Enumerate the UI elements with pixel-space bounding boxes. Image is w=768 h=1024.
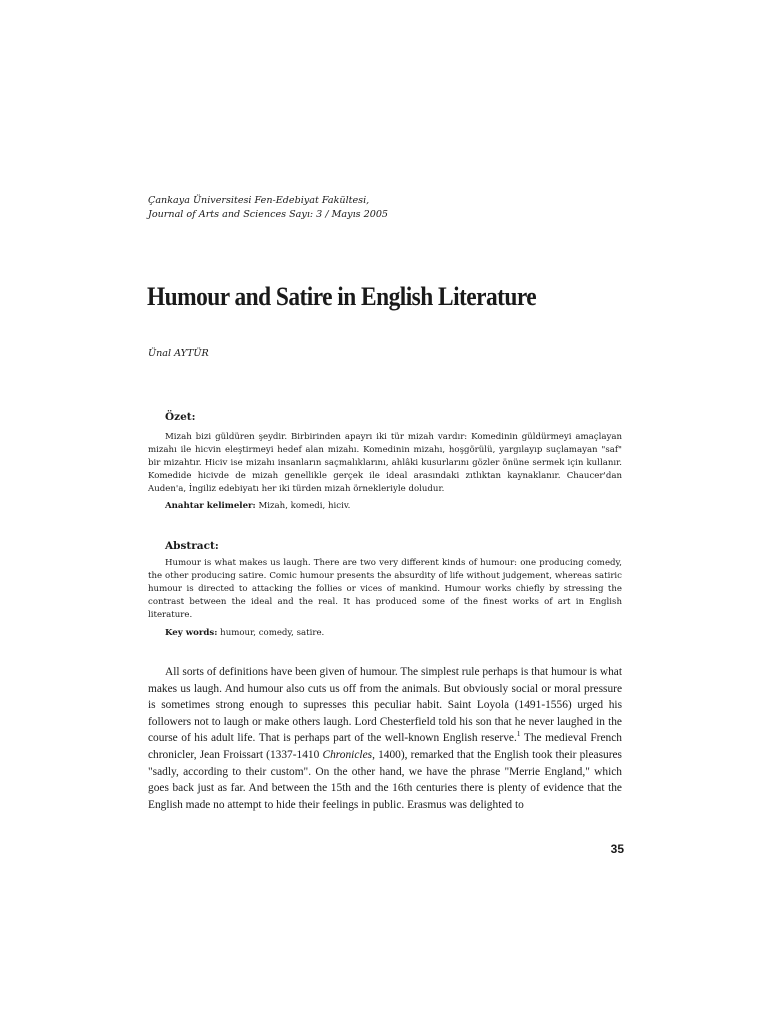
ozet-keywords-value: Mizah, komedi, hiciv. (255, 501, 351, 511)
abstract-text: Humour is what makes us laugh. There are two very different kinds of humour: one producing comedy, the other producing satire. Comic humour presents the absurdity of life without judgement, whereas satiric humour is directed to attacking the follies or vices of mankind. Humour works chiefly by stressing the contrast between the ideal and the real. It has produced some of the finest works of art in English literature. (148, 558, 622, 620)
journal-line-1: Çankaya Üniversitesi Fen-Edebiyat Fakültesi, (148, 195, 370, 206)
body-part-3: , 1400), remarked that the English took their pleasures "sadly, according to their custom". On the other hand, we have the phrase "Merrie England," which goes back just as far. And between the 15th and the 16th centuries there is plenty of evidence that the English made no attempt to hide their feelings in public. Erasmus was delighted to (148, 748, 622, 811)
journal-header (148, 194, 628, 222)
body-part-2: The medieval French chronicler, Jean Froissart (1337-1410 (148, 732, 622, 761)
body-part-1: All sorts of definitions have been given of humour. The simplest rule perhaps is that humour is what makes us laugh. And humour also cuts us off from the animals. But obviously social or moral pressure is sometimes strong enough to supresses this peculiar habit. Saint Loyola (1491-1556) urged his followers not to laugh or make others laugh. Lord Chesterfield told his son that he never laughed in the course of his adult life. That is perhaps part of the well-known English reserve. (148, 666, 622, 745)
page-number: 35 (610, 842, 624, 856)
ozet-heading: Özet: (165, 411, 196, 423)
ozet-keywords-label: Anahtar kelimeler: (165, 501, 256, 511)
abstract-heading: Abstract: (165, 540, 219, 552)
abstract-keywords-label: Key words: (165, 628, 218, 638)
journal-line-2: Journal of Arts and Sciences Sayı: 3 / Mayıs 2005 (148, 209, 389, 220)
chronicles-title: Chronicles (322, 748, 373, 761)
author-name: Ünal AYTÜR (148, 348, 209, 359)
abstract-keywords-value: humour, comedy, satire. (217, 628, 325, 638)
ozet-keywords (165, 500, 350, 513)
paper-title: Humour and Satire in English Literature (147, 282, 537, 311)
ozet-text: Mizah bizi güldüren şeydir. Birbirinden apayrı iki tür mizah vardır: Komedinin güldürmeyi amaçlayan mizahı ile hicvin eleştirmeyi hedef alan mizahı. Komedinin mizahı, hoşgörülü, yargılayıp suçlamayan "saf" bir mizahtır. Hiciv ise mizahı insanların saçmalıklarını, ahlâki kusurlarını gözler önüne sermek için kullanır. Komedide hicivde de mizah genellikle gerçek ile ideal arasındaki zıtlıktan kaynaklanır. Chaucer'dan Auden'a, İngiliz edebiyatı her iki türden mizah örnekleriyle doludur. (148, 432, 622, 494)
abstract-keywords (165, 627, 324, 640)
body-paragraph (148, 664, 622, 813)
footnote-marker[interactable]: 1 (516, 729, 521, 739)
